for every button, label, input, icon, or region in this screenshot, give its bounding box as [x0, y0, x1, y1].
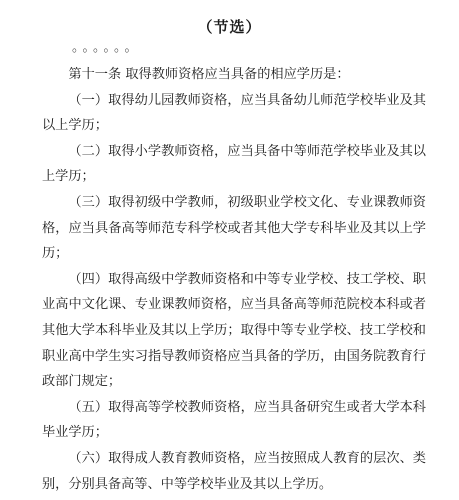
clause-4: （四）取得高级中学教师资格和中等专业学校、技工学校、职业高中文化课、专业课教师资格，应当具备高等师范院校本科或者其他大学本科毕业及其以上学历；取得中等专业学校、技工学校和职业高中学生实习指导教师资格应当具备的学历，由国务院教育行政部门规定；	[42, 271, 426, 390]
clause-2: （二）取得小学教师资格，应当具备中等师范学校毕业及其以上学历；	[42, 143, 426, 185]
clause-5: （五）取得高等学校教师资格，应当具备研究生或者大学本科毕业学历；	[42, 399, 426, 441]
document-title: （节选）	[197, 18, 262, 36]
omission-mark: 。。。。。。	[72, 40, 142, 55]
article-body	[42, 62, 426, 497]
clause-6: （六）取得成人教育教师资格，应当按照成人教育的层次、类别，分别具备高等、中等学校毕业及其以上学历。	[42, 450, 426, 492]
clause-1: （一）取得幼儿园教师资格，应当具备幼儿师范学校毕业及其以上学历；	[42, 92, 426, 134]
article-heading: 第十一条 取得教师资格应当具备的相应学历是：	[68, 67, 350, 82]
clause-3: （三）取得初级中学教师，初级职业学校文化、专业课教师资格，应当具备高等师范专科学校或者其他大学专科毕业及其以上学历；	[42, 194, 426, 262]
